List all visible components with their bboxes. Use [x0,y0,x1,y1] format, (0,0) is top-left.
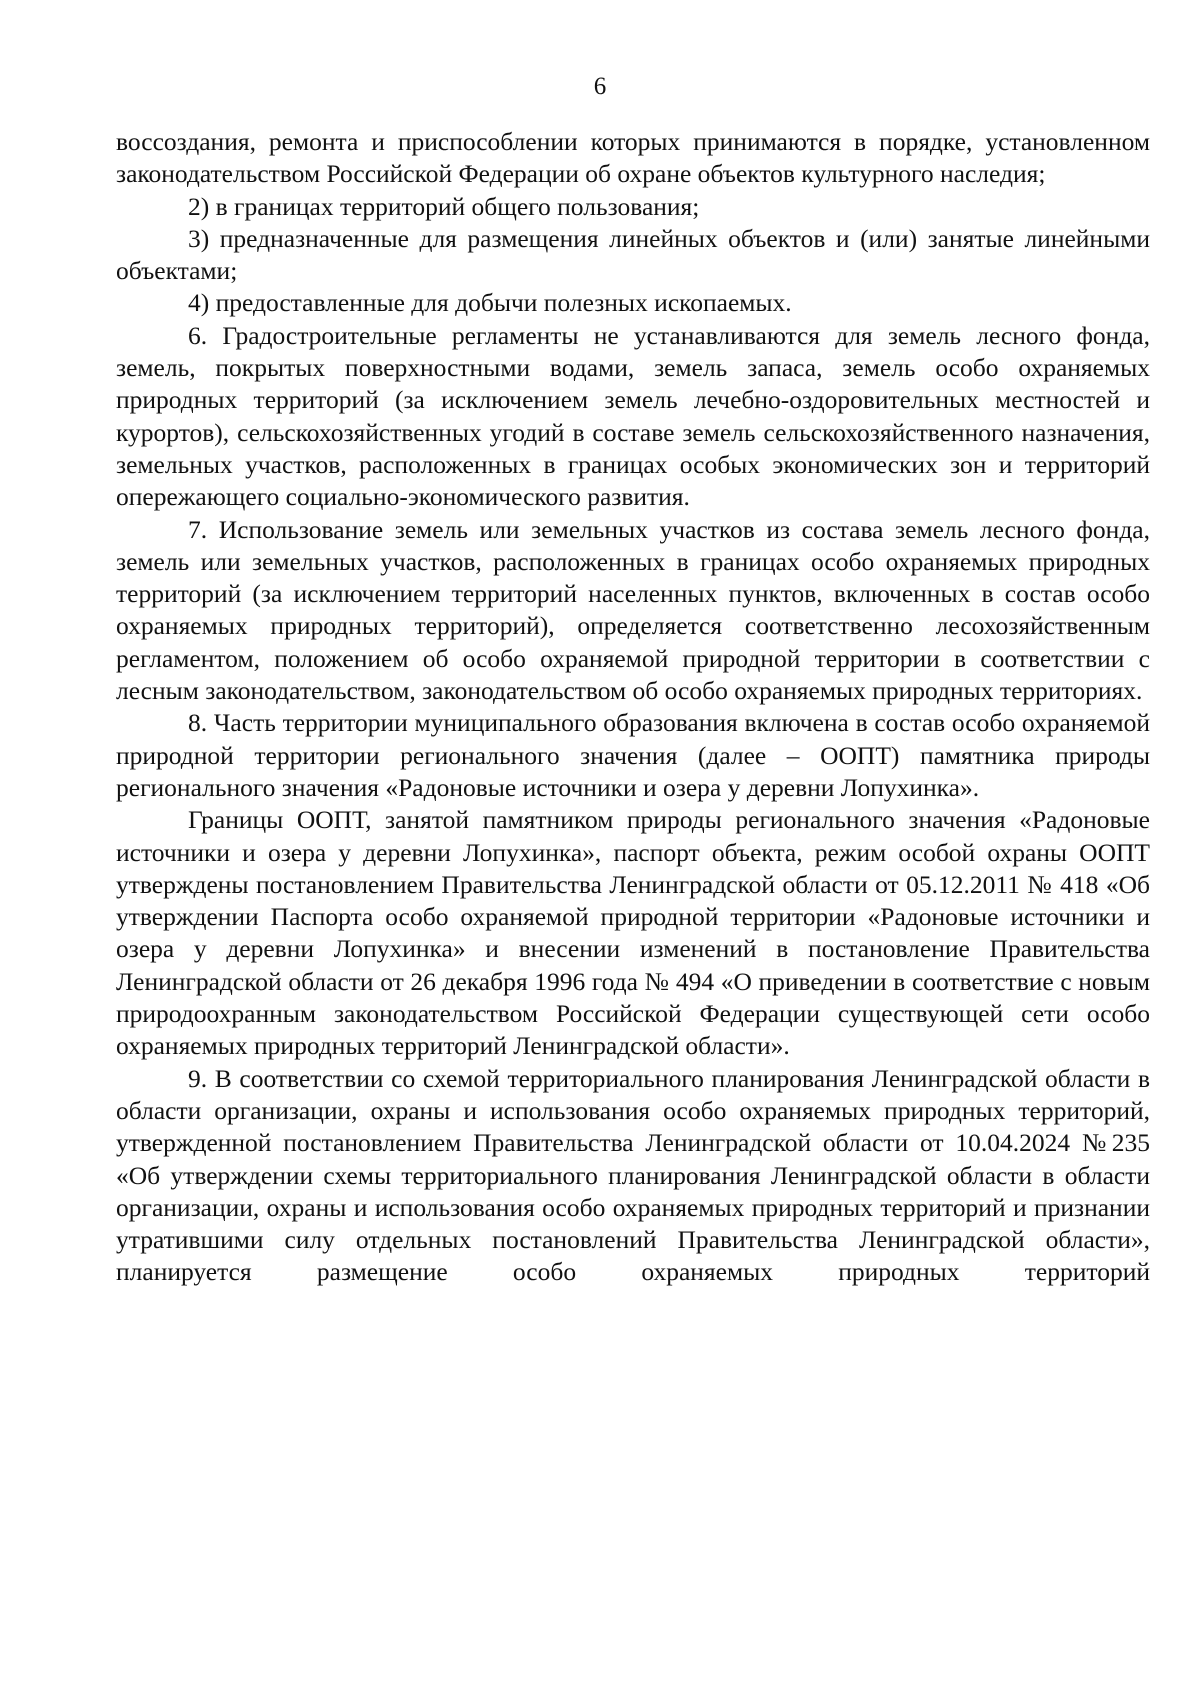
paragraph-item-9: 9. В соответствии со схемой территориального планирования Ленинградской области в области организации, охраны и использования особо охраняемых природных территорий, утвержденной постановлением Правительства Ленинградской области от 10.04.2024 №235 «Об утверждении схемы территориального планирования Ленинградской области в области организации, охраны и использования особо охраняемых природных территорий и признании утратившими силу отдельных постановлений Правительства Ленинградской области», планируется размещение особо охраняемых природных территорий [116,1063,1150,1287]
list-item-2: 2) в границах территорий общего пользования; [188,191,700,221]
document-body [116,126,1150,1289]
list-item-3: 3) предназначенные для размещения линейных объектов и (или) занятые линейными объектами; [116,223,1150,286]
list-item-4: 4) предоставленные для добычи полезных ископаемых. [188,288,792,318]
paragraph-continuation: воссоздания, ремонта и приспособлении которых принимаются в порядке, установленном законодательством Российской Федерации об охране объектов культурного наследия; [116,127,1150,189]
paragraph-oopt-borders: Границы ООПТ, занятой памятником природы регионального значения «Радоновые источники и озера у деревни Лопухинка», паспорт объекта, режим особой охраны ООПТ утверждены постановлением Правительства Ленинградской области от 05.12.2011 № 418 «Об утверждении Паспорта особо охраняемой природной территории «Радоновые источники и озера у деревни Лопухинка» и внесении изменений в постановление Правительства Ленинградской области от 26 декабря 1996 года № 494 «О приведении в соответствие с новым природоохранным законодательством Российской Федерации существующей сети особо охраняемых природных территорий Ленинградской области». [116,805,1150,1061]
paragraph-item-7: 7. Использование земель или земельных участков из состава земель лесного фонда, земель или земельных участков, расположенных в границах особо охраняемых природных территорий (за исключением территорий населенных пунктов, включенных в состав особо охраняемых природных территорий), определяется соответственно лесохозяйственным регламентом, положением об особо охраняемой природной территории в соответствии с лесным законодательством, законодательством об особо охраняемых природных территориях. [116,514,1150,706]
paragraph-item-8: 8. Часть территории муниципального образования включена в состав особо охраняемой природной территории регионального значения (далее – ООПТ) памятника природы регионального значения «Радоновые источники и озера у деревни Лопухинка». [116,708,1150,802]
page-number: 6 [593,73,607,100]
paragraph-item-6: 6. Градостроительные регламенты не устанавливаются для земель лесного фонда, земель, покрытых поверхностными водами, земель запаса, земель особо охраняемых природных территорий (за исключением земель лечебно-оздоровительных местностей и курортов), сельскохозяйственных угодий в составе земель сельскохозяйственного назначения, земельных участков, расположенных в границах особых экономических зон и территорий опережающего социально-экономического развития. [116,320,1150,512]
